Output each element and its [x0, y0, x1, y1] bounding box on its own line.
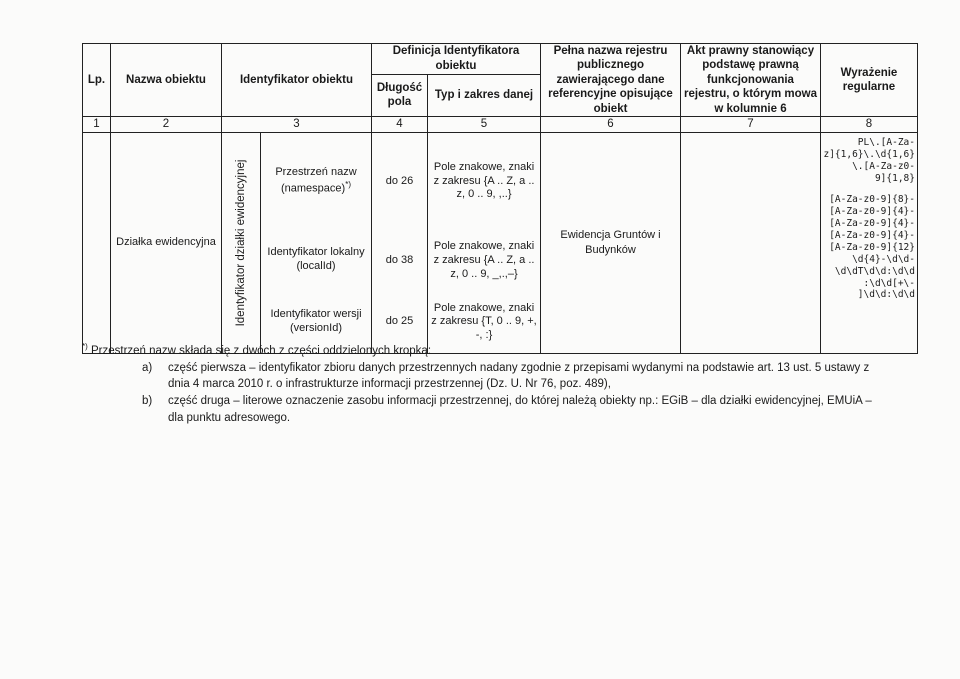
column-number: 2 [111, 116, 222, 132]
regex-line: [A-Za-z0-9]{8}- [829, 194, 915, 206]
length-namespace: do 26 [372, 132, 428, 230]
footnote-item-text: część druga – literowe oznaczenie zasobu informacji przestrzennej, do której należą obiekty np.: EGiB – dla działki ewidencyjnej, EMUiA – dla punktu adresowego. [168, 394, 872, 424]
regex-line: \d\dT\d\d:\d\d [834, 265, 915, 277]
header-legal-act: Akt prawny stanowiący podstawę prawną funkcjonowania rejestru, o którym mowa w kolumnie 6 [681, 44, 821, 117]
regex-spacer [823, 184, 915, 194]
header-length: Długość pola [372, 74, 428, 116]
type-versionid: Pole znakowe, znaki z zakresu {T, 0 .. 9, +, -, :} [428, 292, 541, 354]
part-name-localid: Identyfikator lokalny (localId) [267, 246, 365, 272]
length-versionid: do 25 [372, 292, 428, 354]
identifier-table [82, 43, 918, 354]
header-regex: Wyrażenie regularne [821, 44, 918, 117]
column-number: 8 [821, 116, 918, 132]
footnote-star: *) [82, 342, 88, 351]
header-object-name: Nazwa obiektu [111, 44, 222, 117]
vertical-identifier-label: Identyfikator działki ewidencyjnej [234, 159, 247, 327]
column-number: 3 [222, 116, 372, 132]
footnote-item-label: a) [142, 361, 153, 374]
regex-line: :\d\d[+\- [863, 277, 915, 289]
footnote-item [142, 360, 882, 393]
column-number: 1 [83, 116, 111, 132]
vertical-identifier [222, 133, 261, 353]
register-name: Ewidencja Gruntów i Budynków [560, 229, 661, 256]
regex-line: z]{1,6}\.\d{1,6} [823, 148, 915, 160]
column-number: 5 [428, 116, 541, 132]
part-name-versionid: Identyfikator wersji (versionId) [270, 308, 362, 334]
regex-line: PL\.[A-Za- [857, 136, 915, 148]
column-number-row [83, 116, 918, 132]
header-definition-group: Definicja Identyfikatora obiektu [372, 44, 541, 75]
regex-line: ]\d\d:\d\d [857, 289, 915, 301]
length-localid: do 38 [372, 230, 428, 291]
footnote-item-label: b) [142, 394, 153, 407]
footnote-item-text: część pierwsza – identyfikator zbioru danych przestrzennych nadany zgodnie z przepisami wydanymi na podstawie art. 13 ust. 5 ustawy z dnia 4 marca 2010 r. o infrastrukturze informacji przestrzennej (Dz. U. Nr 76, poz. 489), [168, 361, 870, 391]
identifier-cell [222, 132, 372, 353]
part-name-namespace: Przestrzeń nazw (namespace)*) [275, 165, 357, 195]
footnotes [82, 341, 882, 426]
header-lp: Lp. [83, 44, 111, 117]
object-name-cell: Działka ewidencyjna [111, 132, 222, 353]
type-localid: Pole znakowe, znaki z zakresu {A .. Z, a .. z, 0 .. 9, _,.,–} [428, 230, 541, 291]
regex-line: [A-Za-z0-9]{12} [829, 241, 915, 253]
regex-line: [A-Za-z0-9]{4}- [829, 206, 915, 218]
row-number-cell [83, 132, 111, 353]
type-namespace: Pole znakowe, znaki z zakresu {A .. Z, a .. z, 0 .. 9, ,..} [428, 132, 541, 230]
footnote-intro-text: Przestrzeń nazw składa się z dwóch z części oddzielonych kropką: [90, 344, 432, 357]
register-name-cell [541, 132, 681, 353]
regex-line: \d{4}-\d\d- [852, 253, 915, 265]
header-identifier: Identyfikator obiektu [222, 44, 372, 117]
footnote-item [142, 393, 882, 426]
regex-line: [A-Za-z0-9]{4}- [829, 218, 915, 230]
regex-line: \.[A-Za-z0- [852, 160, 915, 172]
header-full-register-name: Pełna nazwa rejestru publicznego zawierającego dane referencyjne opisujące obiekt [541, 44, 681, 117]
column-number: 6 [541, 116, 681, 132]
regex-line: [A-Za-z0-9]{4}- [829, 230, 915, 241]
footnote-intro [82, 341, 882, 360]
column-number: 4 [372, 116, 428, 132]
table-row [83, 132, 918, 230]
regex-cell [821, 132, 918, 353]
regex-line: 9]{1,8} [874, 172, 915, 184]
legal-act-cell [681, 132, 821, 353]
column-number: 7 [681, 116, 821, 132]
header-type-range: Typ i zakres danej [428, 74, 541, 116]
